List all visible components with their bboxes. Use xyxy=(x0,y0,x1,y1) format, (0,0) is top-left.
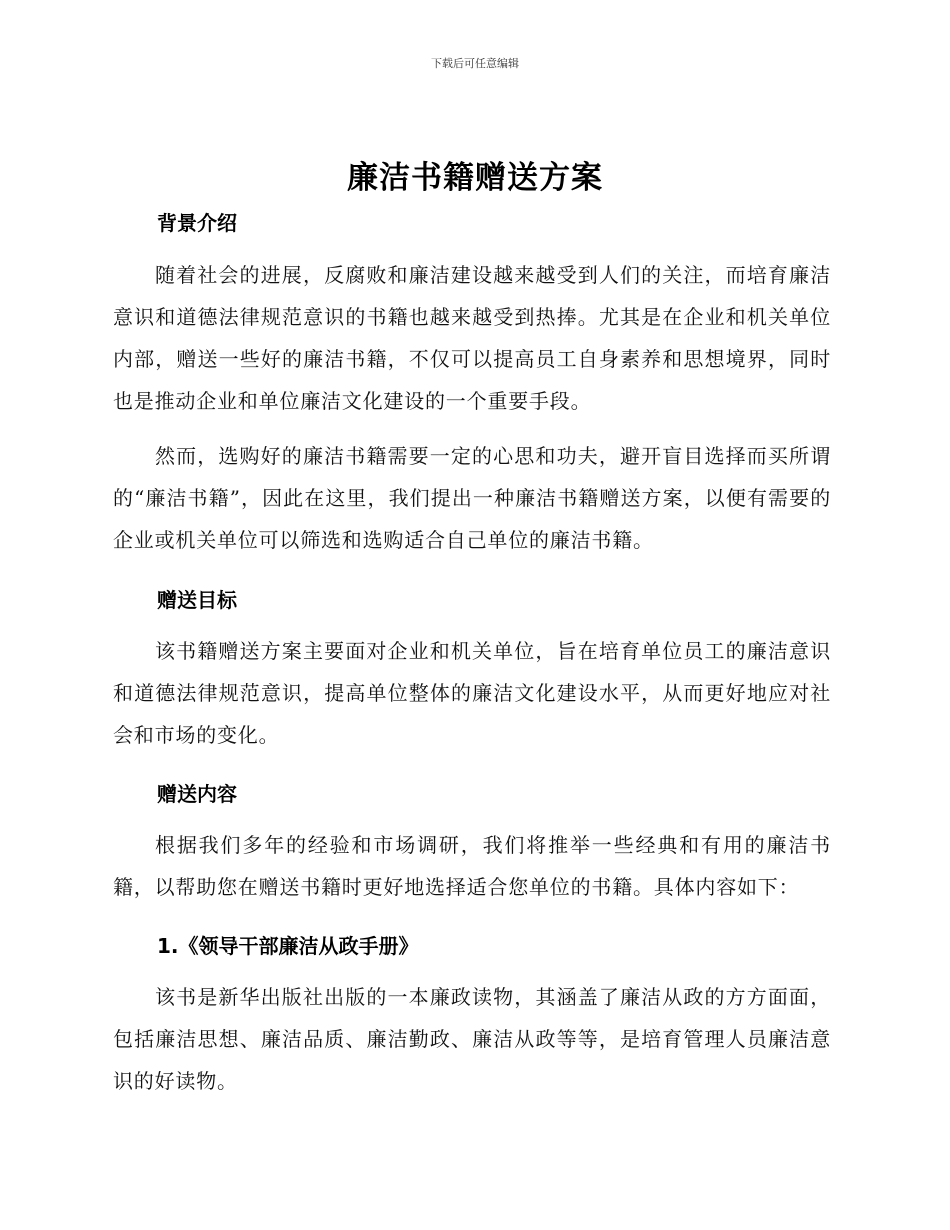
book-item-heading-1: 1.《领导干部廉洁从政手册》 xyxy=(157,934,419,958)
section-heading-content: 赠送内容 xyxy=(157,782,237,806)
section-heading-background: 背景介绍 xyxy=(157,211,237,235)
paragraph-background-1: 随着社会的进展，反腐败和廉洁建设越来越受到人们的关注，而培育廉洁意识和道德法律规范意识的书籍也越来越受到热捧。尤其是在企业和机关单位内部，赠送一些好的廉洁书籍，不仅可以提高员工自身素养和思想境界，同时也是推动企业和单位廉洁文化建设的一个重要手段。 xyxy=(113,263,831,413)
paragraph-content: 根据我们多年的经验和市场调研，我们将推举一些经典和有用的廉洁书籍，以帮助您在赠送书籍时更好地选择适合您单位的书籍。具体内容如下： xyxy=(113,833,831,899)
document-title: 廉洁书籍赠送方案 xyxy=(347,160,603,196)
paragraph-goal: 该书籍赠送方案主要面对企业和机关单位，旨在培育单位员工的廉洁意识和道德法律规范意识，提高单位整体的廉洁文化建设水平，从而更好地应对社会和市场的变化。 xyxy=(113,639,831,747)
page-header-note: 下载后可任意编辑 xyxy=(431,57,519,70)
book-item-description-1: 该书是新华出版社出版的一本廉政读物，其涵盖了廉洁从政的方方面面，包括廉洁思想、廉洁品质、廉洁勤政、廉洁从政等等，是培育管理人员廉洁意识的好读物。 xyxy=(113,985,831,1093)
section-heading-goal: 赠送目标 xyxy=(157,588,237,612)
paragraph-background-2: 然而，选购好的廉洁书籍需要一定的心思和功夫，避开盲目选择而买所谓的“廉洁书籍”，因此在这里，我们提出一种廉洁书籍赠送方案，以便有需要的企业或机关单位可以筛选和选购适合自己单位的廉洁书籍。 xyxy=(113,444,831,552)
